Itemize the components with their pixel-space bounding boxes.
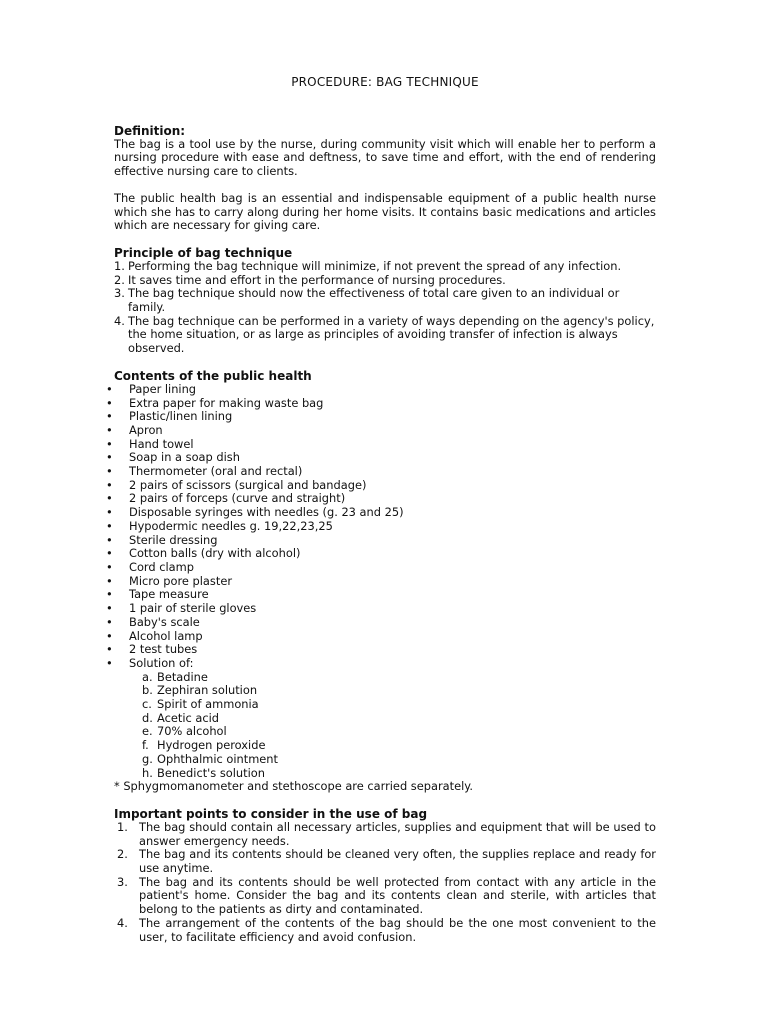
solution-item-text: Zephiran solution — [157, 683, 258, 698]
principle-item-text: The bag technique should now the effectiveness of total care given to an individual or family. — [128, 286, 620, 315]
solution-item-letter: g. — [142, 751, 153, 766]
contents-item — [106, 614, 656, 630]
point-item-number: 2. — [117, 847, 128, 862]
contents-item — [106, 628, 656, 644]
solution-item-letter: d. — [142, 710, 153, 725]
contents-heading: Contents of the public health — [114, 368, 312, 383]
principle-item-text: Performing the bag technique will minimize, if not prevent the spread of any infection. — [128, 258, 622, 273]
contents-item — [106, 505, 656, 520]
contents-item — [106, 573, 656, 589]
bullet-icon: • — [106, 546, 113, 561]
solution-item — [114, 739, 656, 753]
bullet-icon: • — [106, 409, 113, 424]
principle-item-number: 2. — [114, 272, 125, 287]
point-item — [114, 848, 656, 875]
bullet-icon: • — [106, 573, 113, 588]
contents-item — [106, 655, 656, 671]
contents-item-text: Hand towel — [129, 436, 194, 451]
contents-item-text: Cotton balls (dry with alcohol) — [129, 546, 301, 561]
contents-item — [106, 587, 656, 602]
contents-item-text: 2 pairs of forceps (curve and straight) — [129, 491, 346, 506]
contents-item-text: 2 pairs of scissors (surgical and bandage) — [129, 477, 367, 492]
contents-item-text: Tape measure — [129, 587, 209, 602]
solution-item-text: Hydrogen peroxide — [157, 738, 266, 753]
solution-item — [114, 767, 656, 781]
contents-item — [106, 642, 656, 657]
solution-item-letter: a. — [142, 669, 153, 684]
contents-note: * Sphygmomanometer and stethoscope are carried separately. — [114, 779, 473, 794]
principle-item-number: 1. — [114, 258, 125, 273]
bullet-icon: • — [106, 436, 113, 451]
point-item-text: The bag and its contents should be cleaned very often, the supplies replace and ready for use anytime. — [139, 847, 656, 876]
solutions-list — [114, 671, 656, 781]
bullet-icon: • — [106, 559, 113, 574]
contents-item — [106, 491, 656, 506]
point-item-number: 4. — [117, 915, 128, 930]
solution-item-letter: c. — [142, 697, 152, 712]
points-heading: Important points to consider in the use of bag — [114, 806, 428, 821]
principle-item-text: The bag technique can be performed in a variety of ways depending on the agency's policy, the home situation, or as large as principles of avoiding transfer of infection is always observed. — [128, 313, 655, 356]
contents-item-text: 1 pair of sterile gloves — [129, 601, 257, 616]
bullet-icon: • — [106, 505, 113, 520]
contents-item-text: Solution of: — [129, 655, 194, 670]
contents-item-text: 2 test tubes — [129, 642, 198, 657]
document-page — [106, 75, 656, 944]
point-item — [114, 876, 656, 917]
contents-item — [106, 601, 656, 616]
contents-list — [106, 381, 656, 671]
principle-list — [114, 260, 656, 356]
principle-heading: Principle of bag technique — [114, 245, 293, 260]
contents-item-text: Soap in a soap dish — [129, 450, 240, 465]
principle-item — [114, 274, 656, 288]
bullet-icon: • — [106, 655, 113, 670]
points-list — [114, 821, 656, 944]
definition-heading: Definition: — [114, 123, 186, 138]
point-item-number: 3. — [117, 874, 128, 889]
contents-item-text: Plastic/linen lining — [129, 409, 233, 424]
contents-item — [106, 409, 656, 424]
solution-item — [114, 753, 656, 767]
contents-item-text: Thermometer (oral and rectal) — [129, 464, 303, 479]
principle-item — [114, 315, 656, 356]
contents-item-text: Baby's scale — [129, 614, 200, 629]
bullet-icon: • — [106, 518, 113, 533]
definition-paragraph-2: The public health bag is an essential and indispensable equipment of a public health nurse which she has to carry along during her home visits. It contains basic medications and articles which are necessary for giving care. — [114, 190, 656, 233]
contents-item — [106, 559, 656, 575]
solution-item — [114, 725, 656, 739]
contents-item-text: Hypodermic needles g. 19,22,23,25 — [129, 518, 333, 533]
solution-item-letter: b. — [142, 683, 153, 698]
bullet-icon: • — [106, 450, 113, 465]
page-title: PROCEDURE: BAG TECHNIQUE — [291, 75, 479, 89]
bullet-icon: • — [106, 642, 113, 657]
contents-item-text: Extra paper for making waste bag — [129, 395, 324, 410]
contents-item — [106, 436, 656, 452]
principle-item-number: 4. — [114, 313, 125, 328]
contents-item — [106, 464, 656, 479]
solution-item-letter: e. — [142, 724, 153, 739]
bullet-icon: • — [106, 491, 113, 506]
principle-item — [114, 287, 656, 314]
contents-item-text: Apron — [129, 422, 163, 437]
contents-item — [106, 546, 656, 561]
contents-item — [106, 477, 656, 493]
solution-item — [114, 671, 656, 685]
principle-item-number: 3. — [114, 286, 125, 301]
definition-paragraph-1: The bag is a tool use by the nurse, during community visit which will enable her to perform a nursing procedure with ease and deftness, to save time and effort, with the end of rendering effective nursing care to clients. — [114, 136, 656, 179]
principle-item-text: It saves time and effort in the performance of nursing procedures. — [128, 272, 506, 287]
bullet-icon: • — [106, 464, 113, 479]
bullet-icon: • — [106, 587, 113, 602]
bullet-icon: • — [106, 628, 113, 643]
bullet-icon: • — [106, 422, 113, 437]
bullet-icon: • — [106, 601, 113, 616]
solution-item-text: 70% alcohol — [157, 724, 227, 739]
solution-item-text: Ophthalmic ointment — [157, 751, 278, 766]
point-item-text: The bag and its contents should be well protected from contact with any article in the patient's home. Consider the bag and its contents clean and sterile, with articles that belong to the patients as dirty and contaminated. — [139, 874, 656, 917]
solution-item — [114, 698, 656, 712]
contents-item-text: Sterile dressing — [129, 532, 218, 547]
point-item — [114, 917, 656, 944]
contents-item — [106, 532, 656, 548]
solution-item-text: Spirit of ammonia — [157, 697, 259, 712]
solution-item — [114, 712, 656, 726]
point-item-text: The bag should contain all necessary articles, supplies and equipment that will be used to answer emergency needs. — [139, 819, 656, 848]
point-item — [114, 821, 656, 848]
point-item-number: 1. — [117, 819, 128, 834]
principle-item — [114, 260, 656, 274]
solution-item-text: Benedict's solution — [157, 765, 265, 780]
contents-item-text: Alcohol lamp — [129, 628, 203, 643]
point-item-text: The arrangement of the contents of the bag should be the one most convenient to the user, to facilitate efficiency and avoid confusion. — [139, 915, 656, 944]
bullet-icon: • — [106, 381, 113, 396]
contents-item — [106, 422, 656, 438]
contents-item — [106, 381, 656, 397]
solution-item-letter: h. — [142, 765, 153, 780]
contents-item-text: Micro pore plaster — [129, 573, 233, 588]
bullet-icon: • — [106, 395, 113, 410]
bullet-icon: • — [106, 614, 113, 629]
contents-item-text: Cord clamp — [129, 559, 194, 574]
solution-item-text: Betadine — [157, 669, 208, 684]
contents-item-text: Paper lining — [129, 381, 197, 396]
solution-item — [114, 684, 656, 698]
contents-item-text: Disposable syringes with needles (g. 23 and 25) — [129, 505, 404, 520]
solution-item-letter: f. — [142, 738, 149, 753]
contents-item — [106, 450, 656, 465]
contents-item — [106, 518, 656, 534]
bullet-icon: • — [106, 532, 113, 547]
bullet-icon: • — [106, 477, 113, 492]
contents-item — [106, 395, 656, 411]
solution-item-text: Acetic acid — [157, 710, 220, 725]
